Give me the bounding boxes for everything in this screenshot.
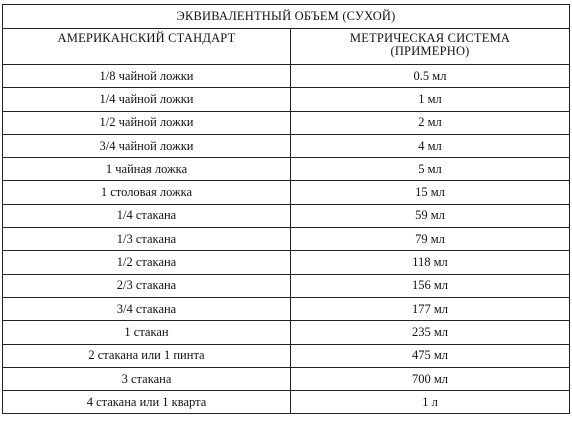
table-row — [3, 65, 570, 88]
metric-cell: 2 мл — [291, 111, 570, 134]
table-row — [3, 134, 570, 157]
metric-cell: 59 мл — [291, 204, 570, 227]
us-cell: 2/3 стакана — [3, 274, 291, 297]
volume-conversion-table — [2, 4, 570, 414]
table-row — [3, 321, 570, 344]
us-cell: 3/4 стакана — [3, 297, 291, 320]
us-cell: 2 стакана или 1 пинта — [3, 344, 291, 367]
us-cell: 1/8 чайной ложки — [3, 65, 291, 88]
metric-cell: 15 мл — [291, 181, 570, 204]
metric-cell: 5 мл — [291, 158, 570, 181]
table-row — [3, 181, 570, 204]
header-metric-line1: МЕТРИЧЕСКАЯ СИСТЕМА — [349, 31, 511, 45]
us-cell: 1/2 чайной ложки — [3, 111, 291, 134]
metric-cell: 79 мл — [291, 228, 570, 251]
metric-cell: 1 л — [291, 391, 570, 414]
table-row — [3, 204, 570, 227]
table-row — [3, 88, 570, 111]
metric-cell: 177 мл — [291, 297, 570, 320]
table-row — [3, 274, 570, 297]
us-cell: 4 стакана или 1 кварта — [3, 391, 291, 414]
us-cell: 1/2 стакана — [3, 251, 291, 274]
us-cell: 1/4 стакана — [3, 204, 291, 227]
metric-cell: 156 мл — [291, 274, 570, 297]
table-body — [3, 65, 570, 414]
header-metric-line2: (ПРИМЕРНО) — [390, 44, 470, 58]
table-row — [3, 158, 570, 181]
table-row — [3, 344, 570, 367]
us-cell: 3 стакана — [3, 367, 291, 390]
us-cell: 3/4 чайной ложки — [3, 134, 291, 157]
table-row — [3, 251, 570, 274]
metric-cell: 700 мл — [291, 367, 570, 390]
table-row — [3, 111, 570, 134]
metric-cell: 118 мл — [291, 251, 570, 274]
metric-cell: 0.5 мл — [291, 65, 570, 88]
metric-cell: 1 мл — [291, 88, 570, 111]
table-row — [3, 391, 570, 414]
metric-cell: 235 мл — [291, 321, 570, 344]
table-header-row — [3, 29, 570, 65]
header-metric-system — [291, 29, 570, 65]
metric-cell: 475 мл — [291, 344, 570, 367]
table-title-row — [3, 5, 570, 29]
us-cell: 1 чайная ложка — [3, 158, 291, 181]
header-us-standard: АМЕРИКАНСКИЙ СТАНДАРТ — [3, 29, 291, 65]
table-title: ЭКВИВАЛЕНТНЫЙ ОБЪЕМ (СУХОЙ) — [3, 5, 570, 29]
us-cell: 1 столовая ложка — [3, 181, 291, 204]
us-cell: 1/3 стакана — [3, 228, 291, 251]
us-cell: 1/4 чайной ложки — [3, 88, 291, 111]
us-cell: 1 стакан — [3, 321, 291, 344]
metric-cell: 4 мл — [291, 134, 570, 157]
table-row — [3, 228, 570, 251]
table-row — [3, 297, 570, 320]
table-row — [3, 367, 570, 390]
